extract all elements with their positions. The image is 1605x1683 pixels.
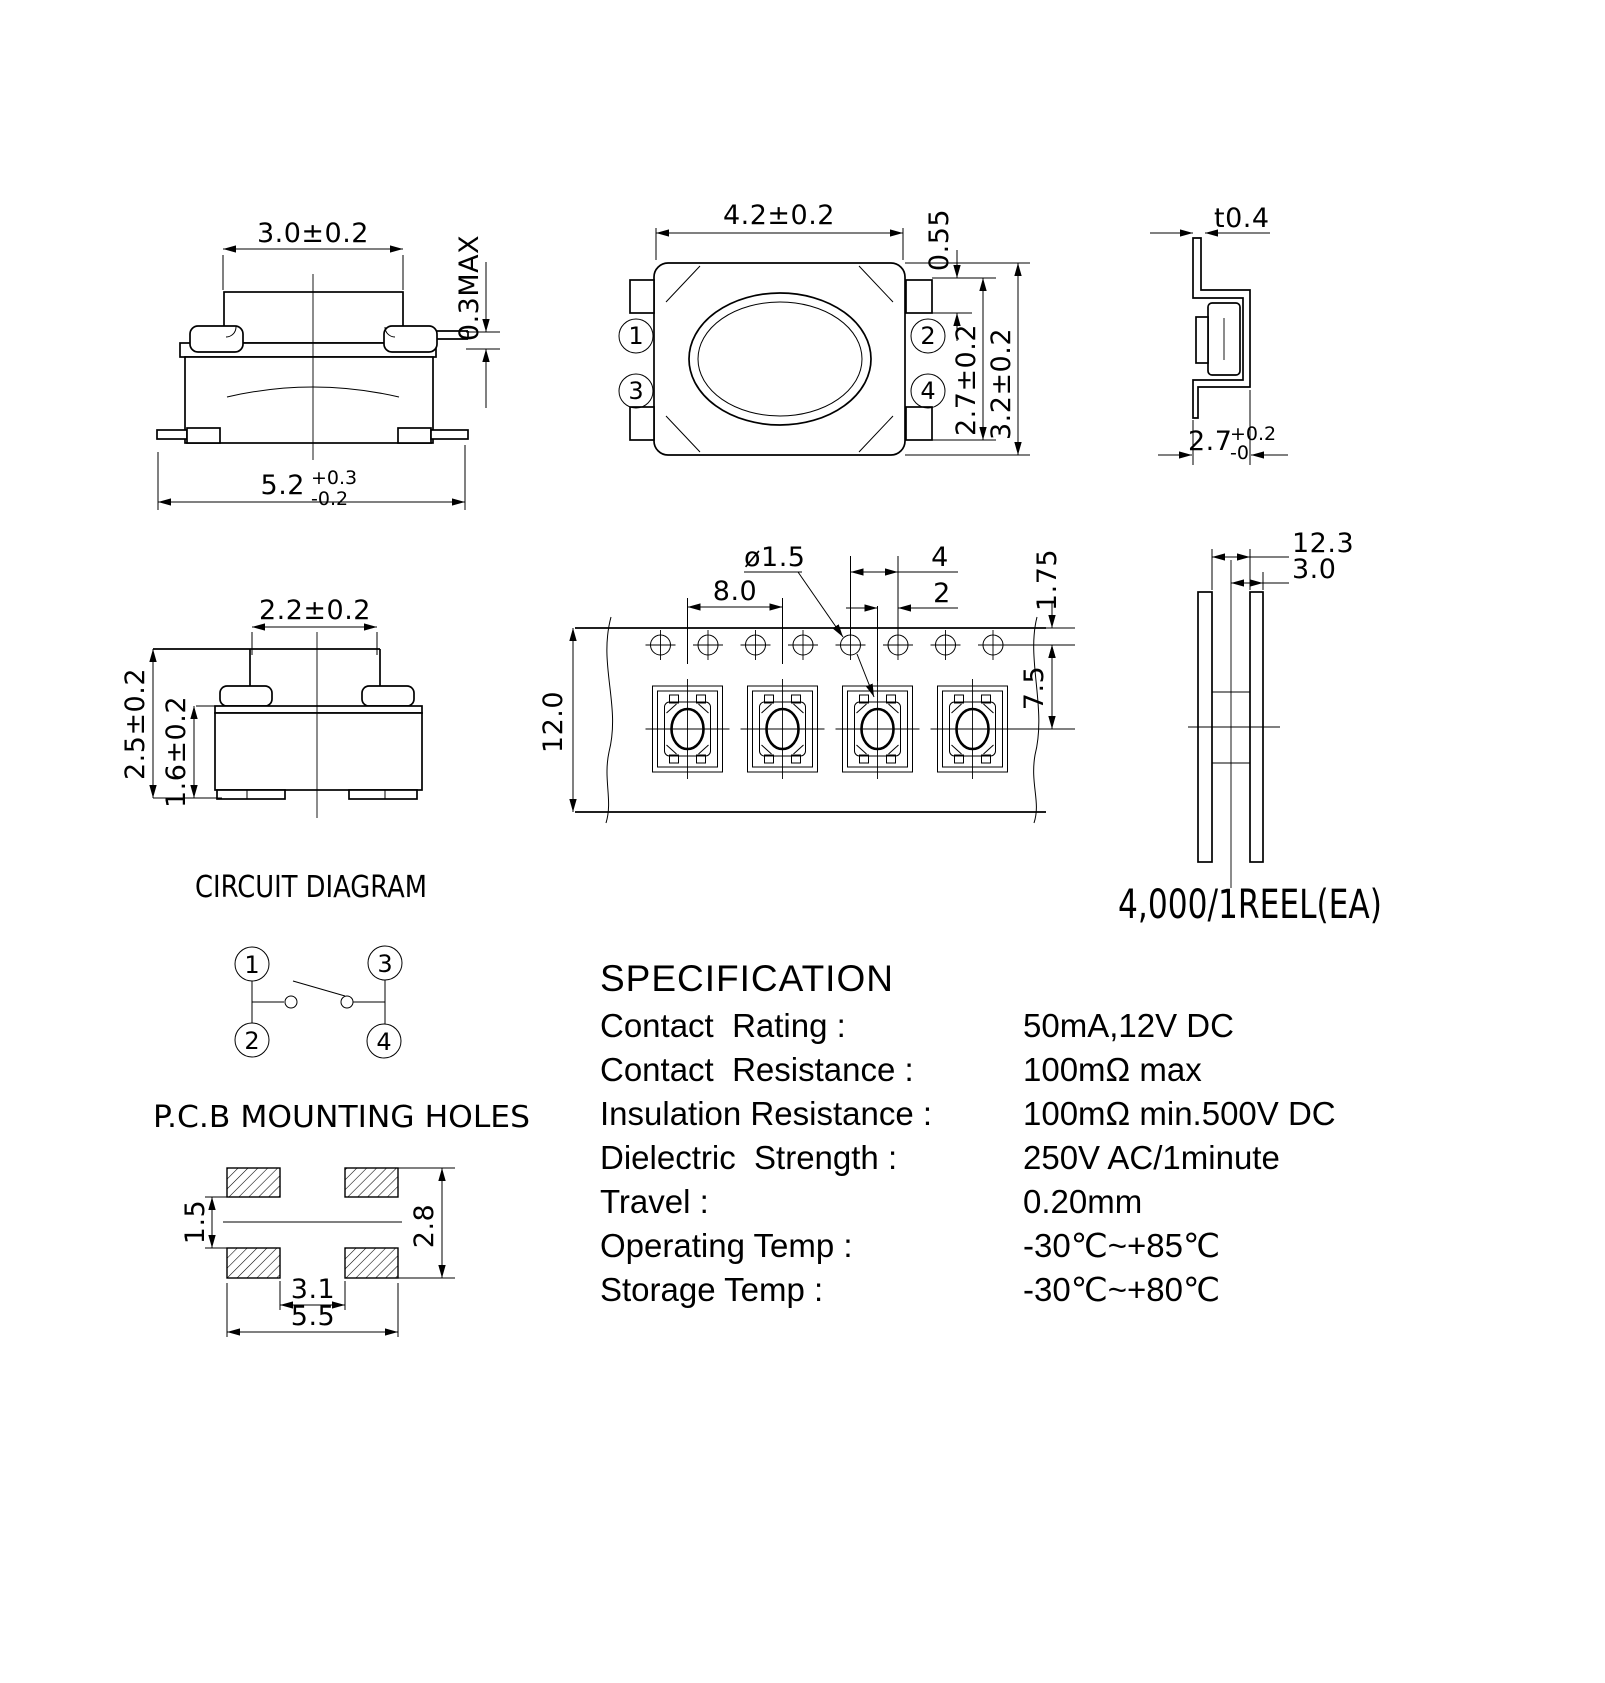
- spec-row-insulation-resistance: [600, 1092, 1380, 1136]
- side2-outer-dim-label: 2.5±0.2: [120, 667, 151, 781]
- sprocket-hole: [693, 630, 723, 660]
- pad-terminal-1: [630, 280, 654, 313]
- pcb-span-v-dim-label: 2.8: [409, 1203, 440, 1249]
- contact-left: [285, 996, 297, 1008]
- top-width-dim-label: 4.2±0.2: [722, 200, 836, 231]
- specification-rows: [600, 1004, 1380, 1312]
- pcb-mounting-title: P.C.B MOUNTING HOLES: [153, 1100, 530, 1135]
- left-lead: [157, 430, 187, 439]
- spec-label: Contact Rating :: [600, 1007, 846, 1044]
- edge-margin-dim-label: 1.75: [1032, 548, 1063, 612]
- front-width-dim-label: 3.0±0.2: [256, 218, 370, 249]
- side2-top-dim-label: 2.2±0.2: [258, 595, 372, 626]
- specification-table: [600, 958, 1380, 1312]
- sprocket-hole: [788, 630, 818, 660]
- spec-label: Storage Temp :: [600, 1271, 824, 1308]
- circuit-diagram: [195, 870, 427, 1058]
- top-view: [619, 200, 1030, 455]
- carrier-tape-view: [538, 542, 1075, 823]
- top-mid-dim-label: 2.7±0.2: [951, 323, 982, 437]
- terminal-2-label: 2: [920, 322, 936, 350]
- switch-outline-top: [654, 263, 905, 455]
- spec-value: 50mA,12V DC: [1023, 1007, 1234, 1044]
- sprocket-hole: [931, 630, 961, 660]
- pad-terminal-4: [906, 407, 932, 440]
- hole-dia-dim-label: ø1.5: [744, 542, 806, 573]
- front-height-dim-label: 0.3MAX: [454, 234, 485, 342]
- spec-value: 0.20mm: [1023, 1183, 1143, 1220]
- reel-section-view: [1118, 528, 1382, 928]
- side-view-2: [120, 595, 422, 818]
- reel-inner-dim-label: 3.0: [1292, 554, 1337, 585]
- pad-terminal-2: [906, 280, 932, 313]
- pad-height-dim-label: 0.55: [924, 208, 955, 272]
- pcb-pad: [227, 1248, 280, 1278]
- sprocket-hole: [646, 630, 676, 660]
- pcb-pad: [227, 1168, 280, 1197]
- circuit-diagram-title: CIRCUIT DIAGRAM: [195, 870, 427, 905]
- front-view: [157, 218, 500, 510]
- left-terminal: [190, 326, 243, 352]
- terminal-3-label: 3: [628, 377, 644, 405]
- circuit-terminal-4: 4: [376, 1028, 392, 1056]
- pcb-mounting-holes: [153, 1100, 530, 1337]
- circuit-terminal-1: 1: [244, 951, 260, 979]
- side-height-dim-label: 2.7: [1188, 426, 1233, 457]
- spec-value: -30℃~+80℃: [1023, 1271, 1221, 1308]
- spec-label: Dielectric Strength :: [600, 1139, 898, 1176]
- spec-label: Contact Resistance :: [600, 1051, 914, 1088]
- spec-value: -30℃~+85℃: [1023, 1227, 1221, 1264]
- pcb-gap-v-dim-label: 1.5: [180, 1199, 211, 1245]
- right-lead: [431, 430, 468, 439]
- pocket-pitch-dim-label: 8.0: [712, 576, 758, 607]
- tape-pocket: [741, 679, 825, 779]
- terminal-4-label: 4: [920, 377, 936, 405]
- pcb-pad: [345, 1248, 398, 1278]
- side2-left-foot: [217, 790, 285, 799]
- side2-left-terminal: [220, 686, 272, 706]
- front-span-tol-up: +0.3: [311, 467, 358, 489]
- side2-right-terminal: [362, 686, 414, 706]
- front-span-dim-label: 5.2: [260, 470, 305, 501]
- spec-value: 250V AC/1minute: [1023, 1139, 1280, 1176]
- pad-terminal-3: [630, 407, 654, 440]
- hole-pitch-dim-label: 4: [931, 542, 949, 573]
- spec-label: Operating Temp :: [600, 1227, 853, 1264]
- thickness-dim-label: t0.4: [1214, 203, 1270, 234]
- spec-value: 100mΩ min.500V DC: [1023, 1095, 1336, 1132]
- spec-row-operating-temp: [600, 1224, 1380, 1268]
- sprocket-hole: [978, 630, 1008, 660]
- spec-label: Travel :: [600, 1183, 709, 1220]
- spec-label: Insulation Resistance :: [600, 1095, 933, 1132]
- pcb-gap-h-dim-label: 3.1: [290, 1274, 336, 1305]
- switch-arm: [293, 981, 345, 996]
- spec-row-contact-rating: [600, 1004, 1380, 1048]
- contact-right: [341, 996, 353, 1008]
- spec-row-contact-resistance: [600, 1048, 1380, 1092]
- specification-title: SPECIFICATION: [600, 958, 894, 999]
- hole-to-pocket-dim-label: 7.5: [1019, 665, 1050, 711]
- tape-pocket: [646, 679, 730, 779]
- side2-right-foot: [349, 790, 417, 799]
- spec-row-travel: [600, 1180, 1380, 1224]
- tape-pocket: [931, 679, 1015, 779]
- terminal-1-label: 1: [628, 322, 644, 350]
- tape-width-dim-label: 12.0: [538, 690, 569, 754]
- side2-body: [215, 713, 422, 790]
- right-foot-pad: [398, 428, 431, 443]
- offset-dim-label: 2: [933, 578, 951, 609]
- spec-value: 100mΩ max: [1023, 1051, 1202, 1088]
- front-span-tol-dn: -0.2: [311, 488, 349, 510]
- tape-break-line-right: [1034, 617, 1039, 823]
- pcb-pad: [345, 1168, 398, 1197]
- spec-row-dielectric-strength: [600, 1136, 1380, 1180]
- sprocket-hole: [741, 630, 771, 660]
- spec-row-storage-temp: [600, 1268, 1380, 1312]
- switch-side-plunger: [1196, 317, 1208, 363]
- side2-inner-dim-label: 1.6±0.2: [161, 695, 192, 809]
- side-height-tol-dn: -0: [1230, 442, 1249, 464]
- left-foot-pad: [187, 428, 220, 443]
- side-view: [1150, 203, 1288, 465]
- right-terminal: [384, 326, 437, 352]
- side-height-tol-up: +0.2: [1230, 423, 1277, 445]
- top-outer-dim-label: 3.2±0.2: [986, 327, 1017, 441]
- reel-outer-dim-label: 12.3: [1292, 528, 1355, 559]
- switch-body: [185, 357, 433, 443]
- circuit-terminal-3: 3: [377, 950, 393, 978]
- side2-plate: [215, 706, 422, 713]
- circuit-terminal-2: 2: [244, 1027, 260, 1055]
- tape-break-line-left: [606, 617, 613, 823]
- pcb-span-h-dim-label: 5.5: [290, 1301, 336, 1332]
- tape-pocket: [836, 679, 920, 779]
- switch-plunger: [224, 292, 403, 343]
- reel-quantity-caption: 4,000/1REEL(EA): [1118, 882, 1382, 928]
